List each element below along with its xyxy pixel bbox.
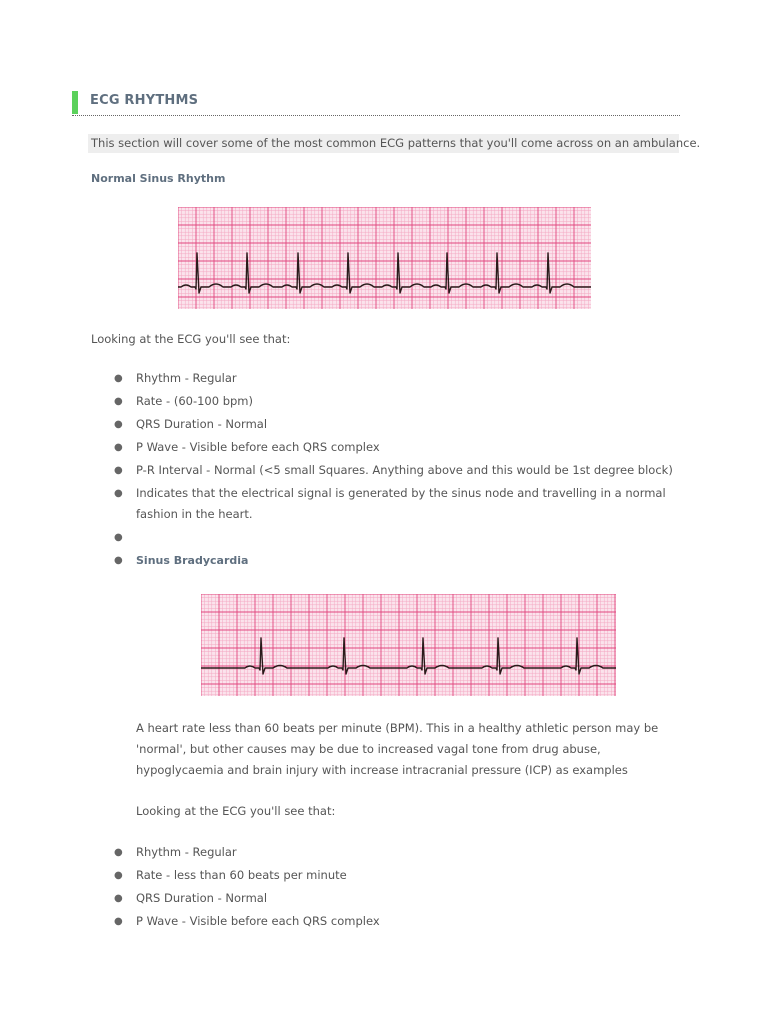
bradycardia-ecg-strip bbox=[201, 594, 616, 696]
bradycardia-findings-list bbox=[108, 842, 678, 934]
dotted-divider bbox=[72, 115, 680, 116]
bullet-icon: ● bbox=[114, 442, 123, 453]
sinus-bradycardia-title: ● Sinus Bradycardia bbox=[108, 550, 678, 571]
bradycardia-description: A heart rate less than 60 beats per minute (BPM). This in a healthy athletic person may be 'normal', but other causes may be due to increased vagal tone from drug abuse, hypoglycaemia and brain injury with increase intracranial pressure (ICP) as examples bbox=[136, 721, 659, 777]
bullet-icon: ● bbox=[114, 465, 123, 476]
bradycardia-lead-text: Looking at the ECG you'll see that: bbox=[136, 804, 336, 818]
list-item: ● P Wave - Visible before each QRS complex bbox=[108, 911, 678, 932]
bullet-icon: ● bbox=[114, 419, 123, 430]
list-item: ● QRS Duration - Normal bbox=[108, 888, 678, 909]
list-item: ● Rhythm - Regular bbox=[108, 842, 678, 863]
normal-sinus-title: Normal Sinus Rhythm bbox=[91, 172, 226, 185]
list-item: ● QRS Duration - Normal bbox=[108, 414, 678, 435]
list-item bbox=[108, 527, 678, 548]
section-accent-bar bbox=[72, 91, 78, 114]
normal-sinus-ecg-strip bbox=[178, 207, 591, 309]
bullet-icon: ● bbox=[114, 893, 123, 904]
normal-sinus-lead-text: Looking at the ECG you'll see that: bbox=[91, 332, 291, 346]
section-title: ECG RHYTHMS bbox=[90, 93, 199, 108]
intro-text: This section will cover some of the most common ECG patterns that you'll come across on an ambulance. bbox=[91, 136, 701, 150]
bullet-icon: ● bbox=[114, 870, 123, 881]
bullet-icon: ● bbox=[114, 532, 123, 543]
bullet-icon: ● bbox=[114, 847, 123, 858]
list-item: ● Rate - (60-100 bpm) bbox=[108, 391, 678, 412]
bullet-icon: ● bbox=[114, 555, 123, 566]
bullet-icon: ● bbox=[114, 916, 123, 927]
ecg-paper bbox=[178, 207, 591, 309]
list-item: ● Rhythm - Regular bbox=[108, 368, 678, 389]
bullet-icon: ● bbox=[114, 373, 123, 384]
list-item: ● P Wave - Visible before each QRS complex bbox=[108, 437, 678, 458]
list-item: ● P-R Interval - Normal (<5 small Squares. Anything above and this would be 1st degree block) bbox=[108, 460, 678, 481]
bullet-icon: ● bbox=[114, 396, 123, 407]
list-item: ● Indicates that the electrical signal is generated by the sinus node and travelling in a normal fashion in the heart. bbox=[108, 483, 678, 525]
bullet-icon: ● bbox=[114, 488, 123, 499]
list-item: ● Rate - less than 60 beats per minute bbox=[108, 865, 678, 886]
normal-sinus-findings-list bbox=[108, 368, 678, 573]
